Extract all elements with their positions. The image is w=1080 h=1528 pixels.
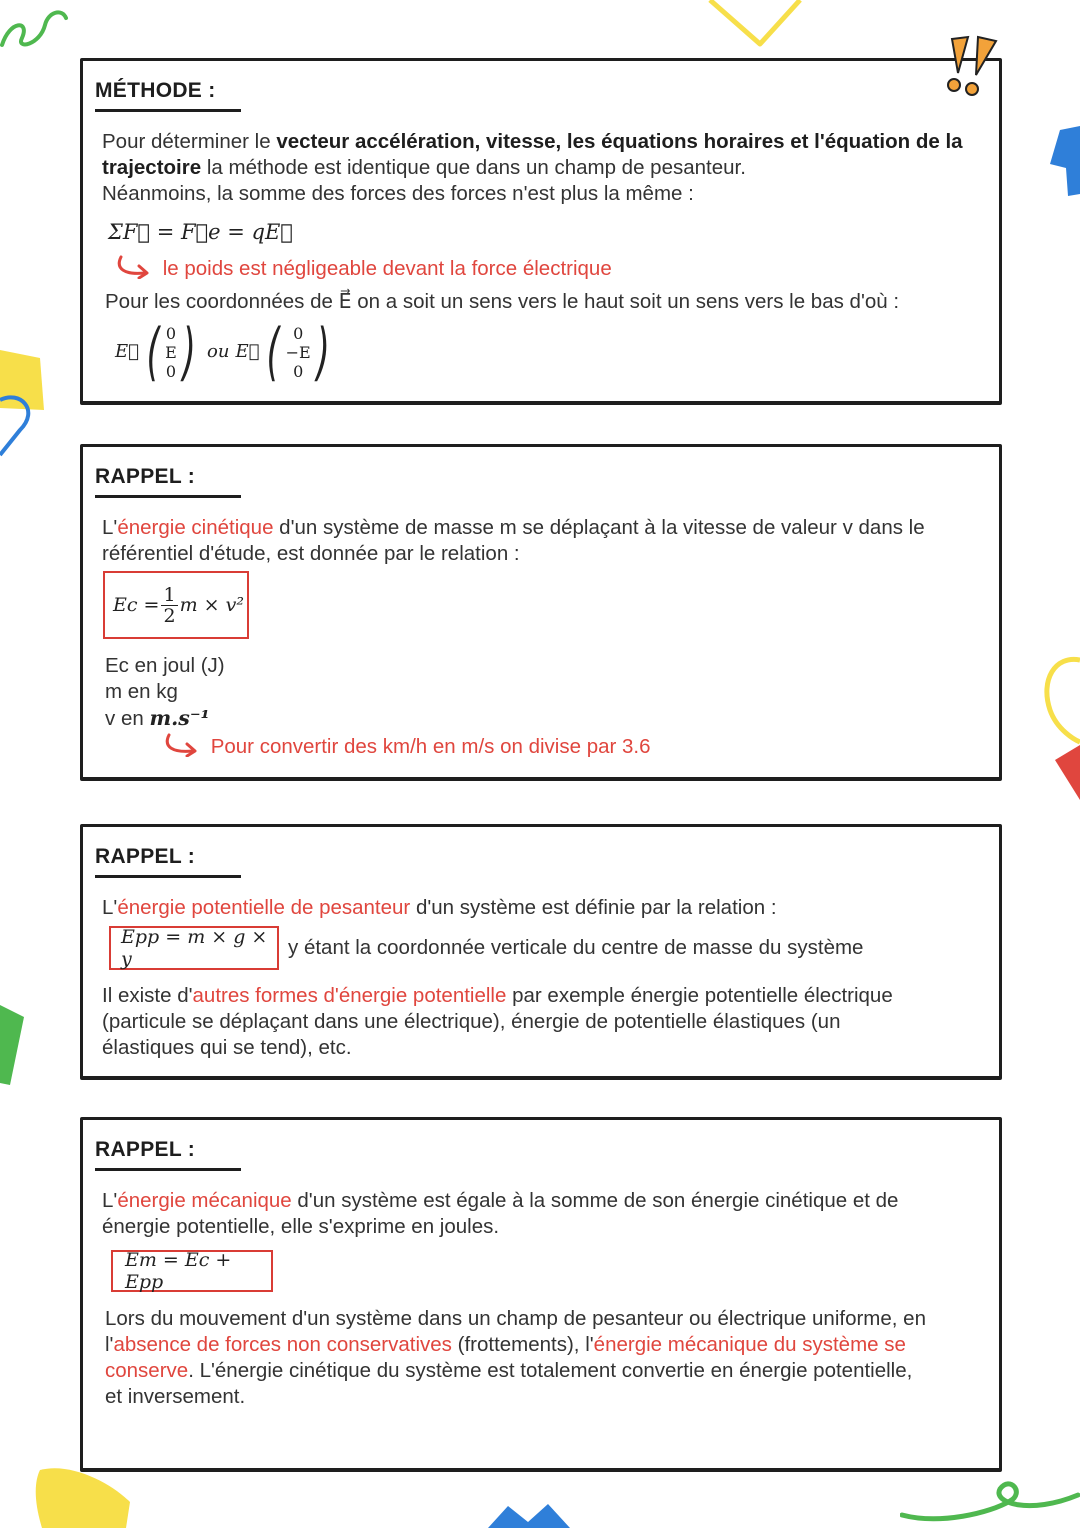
methode-force-formula: ΣF⃗ = F⃗e = qE⃗ — [108, 220, 293, 244]
denominator: 2 — [163, 604, 176, 627]
unit-ec: Ec en joul (J) — [105, 654, 225, 677]
vector-label: E⃗ — [115, 341, 139, 362]
text: d'un système est définie par la relation : — [410, 896, 777, 919]
cinetique-line-1 — [102, 515, 925, 541]
curved-arrow-icon — [161, 733, 205, 757]
decor-squiggle-green-top-left-icon — [0, 0, 70, 60]
text-red: énergie cinétique — [117, 516, 274, 539]
decor-blue-right-top-icon — [1046, 120, 1080, 200]
text: l' — [105, 1333, 114, 1356]
text: L' — [102, 516, 118, 539]
vector-label: E⃗ — [235, 341, 260, 362]
text: (frottements), l' — [451, 1333, 594, 1356]
ou-text: ou — [207, 341, 230, 362]
note-text: Pour convertir des km/h en m/s on divise par 3.6 — [210, 735, 651, 758]
formula-lhs: Ec = — [113, 594, 160, 616]
text: d'un système de masse m se déplaçant à la vitesse de valeur v dans le — [273, 516, 925, 539]
curved-arrow-icon — [113, 255, 157, 279]
vec2-z: 0 — [293, 361, 304, 381]
unit-v — [105, 705, 210, 732]
vec2-y: −E — [285, 342, 311, 362]
text: Pour déterminer le — [102, 130, 277, 153]
potentielle-line-3: (particule se déplaçant dans une électrique), énergie de potentielle élastiques (un — [102, 1010, 841, 1033]
card-methode — [80, 58, 1002, 405]
text-bold: vecteur accélération, vitesse, les équations horaires et l'équation de la — [276, 130, 963, 153]
formula-rhs: m × v² — [179, 594, 244, 616]
card-rappel-heading: RAPPEL : — [95, 1138, 241, 1171]
text-red: conserve — [105, 1359, 189, 1382]
text: la méthode est identique que dans un champ de pesanteur. — [201, 156, 746, 179]
text: v en — [105, 707, 150, 730]
unit-m: m en kg — [105, 680, 178, 703]
vec1-y: E — [165, 342, 177, 362]
decor-yellow-left-icon — [0, 350, 50, 460]
vector-column-2 — [261, 315, 335, 388]
text: d'un système est égale à la somme de son énergie cinétique et de — [291, 1189, 899, 1212]
decor-yellow-outline-top-icon — [700, 0, 810, 50]
text-red: autres formes d'énergie potentielle — [192, 984, 507, 1007]
methode-note — [113, 255, 612, 282]
vec1-x: 0 — [165, 323, 177, 343]
text: par exemple énergie potentielle électrique — [506, 984, 893, 1007]
cinetique-note — [161, 733, 651, 760]
unit-red: m.s⁻¹ — [149, 706, 210, 730]
formula-box-ec — [103, 571, 249, 639]
decor-yellow-outline-right-icon — [1035, 650, 1080, 810]
mecanique-line-1 — [102, 1188, 898, 1214]
cinetique-line-2: référentiel d'étude, est donnée par le relation : — [102, 542, 520, 565]
mecanique-line-5 — [105, 1358, 912, 1384]
mecanique-line-3: Lors du mouvement d'un système dans un champ de pesanteur ou électrique uniforme, en — [105, 1307, 926, 1330]
vec2-x: 0 — [293, 323, 304, 343]
right-paren: ) — [182, 315, 196, 388]
potentielle-line-1 — [102, 895, 777, 921]
vector-column-1 — [141, 315, 201, 388]
formula-box-em: Em = Ec + Epp — [111, 1250, 273, 1292]
mecanique-line-6: et inversement. — [105, 1385, 246, 1408]
double-exclamation-icon — [938, 33, 1008, 103]
right-paren: ) — [316, 315, 330, 388]
potentielle-line-4: élastiques qui se tend), etc. — [102, 1036, 352, 1059]
decor-blue-bottom-icon — [488, 1500, 573, 1528]
mecanique-line-4 — [105, 1332, 906, 1358]
left-paren: ( — [146, 315, 160, 388]
formula-note: y étant la coordonnée verticale du centre de masse du système — [288, 936, 864, 959]
card-rappel-heading: RAPPEL : — [95, 845, 241, 878]
methode-line-1 — [102, 129, 963, 155]
card-rappel-energie-cinetique — [80, 444, 1002, 781]
card-rappel-energie-potentielle — [80, 824, 1002, 1080]
left-paren: ( — [266, 315, 281, 388]
text-red: énergie mécanique — [117, 1189, 292, 1212]
text: . L'énergie cinétique du système est totalement convertie en énergie potentielle, — [188, 1359, 913, 1382]
text: L' — [102, 896, 118, 919]
note-text: le poids est négligeable devant la force électrique — [162, 257, 612, 280]
text-red: énergie potentielle de pesanteur — [117, 896, 411, 919]
text: Il existe d' — [102, 984, 193, 1007]
mecanique-line-2: énergie potentielle, elle s'exprime en joules. — [102, 1215, 500, 1238]
card-methode-heading: MÉTHODE : — [95, 79, 241, 112]
text-red: absence de forces non conservatives — [113, 1333, 452, 1356]
card-rappel-heading: RAPPEL : — [95, 465, 241, 498]
text: L' — [102, 1189, 118, 1212]
vec1-z: 0 — [165, 361, 177, 381]
formula-box-epp: Epp = m × g × y — [109, 926, 279, 970]
methode-line-4: Pour les coordonnées de E⃗ on a soit un sens vers le haut soit un sens vers le bas d'où : — [105, 290, 900, 313]
decor-green-left-icon — [0, 995, 30, 1090]
potentielle-line-2 — [102, 983, 893, 1009]
text-bold: trajectoire — [102, 156, 202, 179]
methode-vectors — [115, 315, 335, 388]
fraction — [161, 585, 177, 626]
numerator: 1 — [163, 583, 176, 606]
methode-line-3: Néanmoins, la somme des forces des forces n'est plus la même : — [102, 182, 694, 205]
card-rappel-energie-mecanique — [80, 1117, 1002, 1472]
methode-line-2 — [102, 155, 746, 181]
text-red: énergie mécanique du système se — [593, 1333, 906, 1356]
